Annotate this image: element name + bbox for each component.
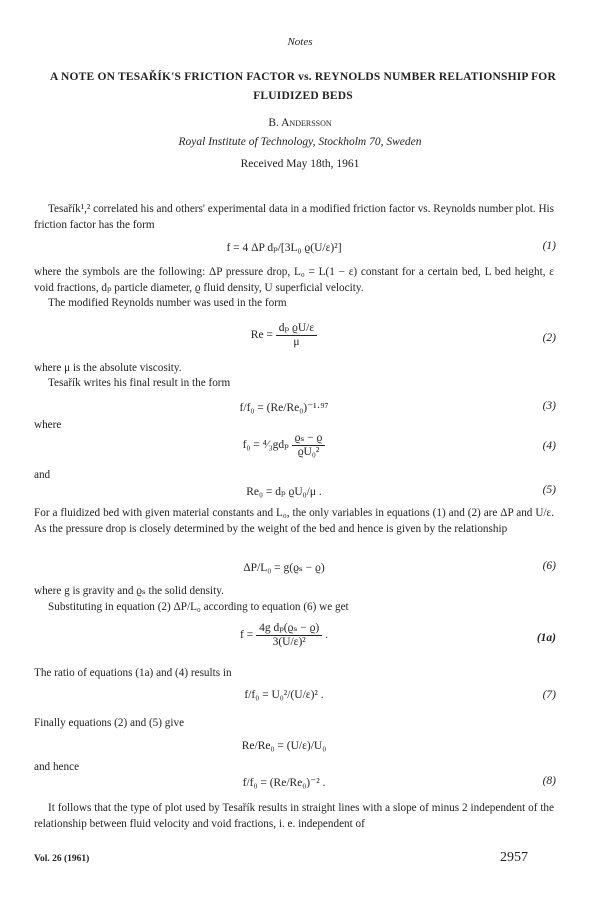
equation-4-number: (4) xyxy=(542,440,556,452)
equation-1a-lhs: f = xyxy=(239,629,254,642)
paragraph-ratio: The ratio of equations (1a) and (4) results in xyxy=(34,667,232,679)
running-head: Notes xyxy=(287,36,313,48)
equation-7-expr: f/f₀ = U₀²/(U/ε)² . xyxy=(244,689,324,701)
equation-6-number: (6) xyxy=(542,560,556,572)
paragraph-reynolds: The modified Reynolds number was used in the form xyxy=(48,297,287,309)
equation-8-number: (8) xyxy=(542,775,556,787)
equation-3-expr: f/f₀ = (Re/Re₀)⁻¹·⁹⁷ xyxy=(239,402,329,414)
equation-8 xyxy=(34,775,556,797)
equation-4 xyxy=(34,432,556,468)
equation-2-lhs: Re = xyxy=(250,329,273,342)
equation-2 xyxy=(34,320,556,358)
paragraph-substituting: Substituting in equation (2) ΔP/L₀ according to equation (6) we get xyxy=(48,601,349,613)
paragraph-conclusion: It follows that the type of plot used by Tesařík results in straight lines with a slope of minus 2 independent of the relationship between fluid velocity and void fractions, i. e. independent of xyxy=(34,802,554,830)
paragraph-viscosity: where μ is the absolute viscosity. xyxy=(34,362,182,374)
equation-4-numerator: ϱₛ − ϱ xyxy=(292,432,326,446)
equation-1a-number: (1a) xyxy=(536,632,556,644)
paragraph-final-result: Tesařík writes his final result in the form xyxy=(48,377,231,389)
equation-8-expr: f/f₀ = (Re/Re₀)⁻² . xyxy=(242,777,326,789)
equation-2-numerator: dₚ ϱU/ε xyxy=(276,322,317,336)
equation-3-number: (3) xyxy=(542,400,556,412)
equation-6 xyxy=(34,560,556,582)
equation-5-number: (5) xyxy=(542,484,556,496)
paragraph-symbols: where the symbols are the following: ΔP pressure drop, L₀ = L(1 − ε) constant for a certain bed, L bed height, ε void fractions, dₚ particle diameter, ϱ fluid density, U superficial velocity. xyxy=(34,266,554,294)
footer-volume: Vol. 26 (1961) xyxy=(34,854,90,864)
equation-1a-denominator: 3(U/ε)² xyxy=(272,636,306,648)
received-date: Received May 18th, 1961 xyxy=(240,158,360,170)
equation-1-expr: f = 4 ΔP dₚ/[3L₀ ϱ(U/ε)²] xyxy=(226,242,342,254)
author-name: B. Andersson xyxy=(268,117,332,129)
equation-ratio-re xyxy=(34,740,556,762)
equation-4-lhs: f₀ = ⁴⁄₃gdₚ xyxy=(242,439,289,452)
paragraph-finally: Finally equations (2) and (5) give xyxy=(34,717,185,729)
equation-1a-tail: . xyxy=(325,629,329,642)
equation-1-number: (1) xyxy=(542,240,556,252)
equation-1 xyxy=(34,240,556,262)
equation-5 xyxy=(34,484,556,506)
paragraph-where: where xyxy=(34,419,62,431)
equation-1a-numerator: 4g dₚ(ϱₛ − ϱ) xyxy=(256,622,322,636)
equation-7 xyxy=(34,689,556,711)
paragraph-fluidized-bed: For a fluidized bed with given material constants and L₀, the only variables in equations (1) and (2) are ΔP and U/ε. As the pressure drop is closely determined by the weight of the bed and hence is given by the relationship xyxy=(34,507,554,535)
equation-2-denominator: μ xyxy=(293,336,300,348)
equation-2-number: (2) xyxy=(542,332,556,344)
equation-ratio-re-expr: Re/Re₀ = (U/ε)/U₀ xyxy=(241,740,327,752)
equation-4-denominator: ϱU₀² xyxy=(297,446,320,458)
page-number: 2957 xyxy=(500,850,528,865)
equation-5-expr: Re₀ = dₚ ϱU₀/μ . xyxy=(246,486,322,498)
paragraph-intro: Tesařík¹,² correlated his and others' experimental data in a modified friction factor vs. Reynolds number plot. His friction factor has the form xyxy=(34,203,554,231)
equation-7-number: (7) xyxy=(542,689,556,701)
paragraph-and: and xyxy=(34,469,51,481)
paragraph-gravity: where g is gravity and ϱₛ the solid density. xyxy=(34,585,224,597)
paragraph-hence: and hence xyxy=(34,761,80,773)
article-title: A NOTE ON TESAŘÍK'S FRICTION FACTOR vs. REYNOLDS NUMBER RELATIONSHIP FOR FLUIDIZED BEDS xyxy=(50,71,556,102)
equation-6-expr: ΔP/L₀ = g(ϱₛ − ϱ) xyxy=(243,562,325,574)
equation-1a xyxy=(34,620,556,660)
author-affiliation: Royal Institute of Technology, Stockholm 70, Sweden xyxy=(178,136,422,148)
